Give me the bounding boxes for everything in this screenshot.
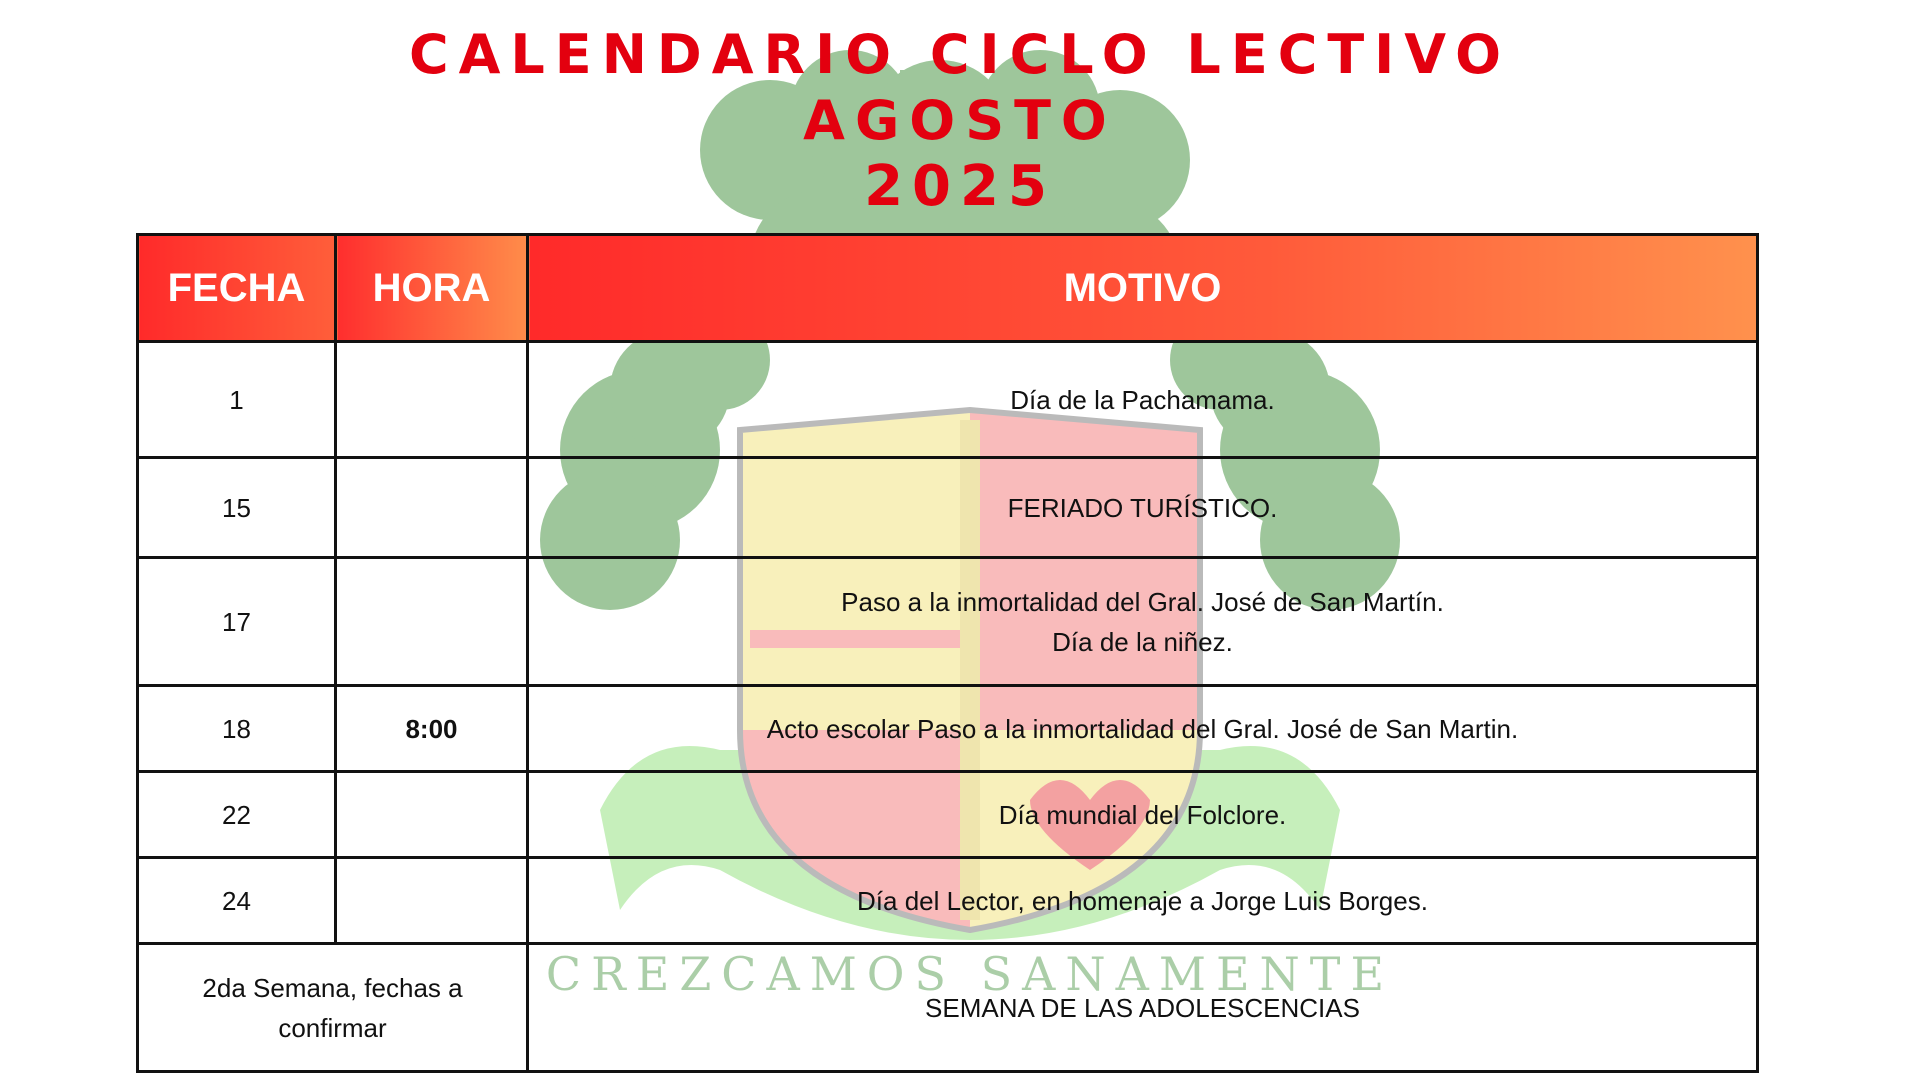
calendar-table bbox=[136, 233, 1759, 1073]
motivo-line: Día de la Pachamama. bbox=[1010, 384, 1275, 415]
title-line-3: 2025 bbox=[864, 154, 1056, 219]
header-fecha: FECHA bbox=[138, 235, 336, 342]
cell-hora bbox=[336, 558, 528, 686]
cell-fecha: 17 bbox=[138, 558, 336, 686]
table-row bbox=[138, 558, 1758, 686]
table-row bbox=[138, 772, 1758, 858]
header-motivo: MOTIVO bbox=[528, 235, 1758, 342]
title-line-1: CALENDARIO CICLO LECTIVO bbox=[408, 23, 1512, 86]
table-row bbox=[138, 342, 1758, 458]
cell-fecha: 18 bbox=[138, 686, 336, 772]
motivo-line: Acto escolar Paso a la inmortalidad del Gral. José de San Martin. bbox=[766, 713, 1519, 744]
cell-motivo bbox=[528, 558, 1758, 686]
page-title bbox=[0, 22, 1920, 220]
cell-hora bbox=[336, 772, 528, 858]
table-row bbox=[138, 858, 1758, 944]
cell-fecha: 15 bbox=[138, 458, 336, 558]
motivo-line: Paso a la inmortalidad del Gral. José de San Martín. bbox=[841, 586, 1444, 617]
crest-motto: CREZCAMOS SANAMENTE bbox=[545, 947, 1395, 1001]
cell-fecha-span: 2da Semana, fechas a confirmar bbox=[138, 944, 528, 1072]
cell-motivo bbox=[528, 686, 1758, 772]
header-hora: HORA bbox=[336, 235, 528, 342]
cell-fecha: 1 bbox=[138, 342, 336, 458]
cell-hora bbox=[336, 458, 528, 558]
cell-motivo bbox=[528, 458, 1758, 558]
cell-hora: 8:00 bbox=[336, 686, 528, 772]
cell-hora bbox=[336, 858, 528, 944]
motivo-line: Día mundial del Folclore. bbox=[998, 799, 1287, 830]
motivo-line: Día del Lector, en homenaje a Jorge Luis Borges. bbox=[857, 885, 1428, 916]
cell-motivo: SEMANA DE LAS ADOLESCENCIAS bbox=[528, 944, 1758, 1072]
motivo-line: FERIADO TURÍSTICO. bbox=[1007, 492, 1278, 523]
table-row bbox=[138, 944, 1758, 1072]
title-line-2: AGOSTO bbox=[803, 89, 1117, 152]
cell-fecha: 24 bbox=[138, 858, 336, 944]
table-row bbox=[138, 686, 1758, 772]
cell-motivo bbox=[528, 858, 1758, 944]
table-header-row bbox=[138, 235, 1758, 342]
cell-motivo bbox=[528, 772, 1758, 858]
cell-motivo bbox=[528, 342, 1758, 458]
cell-fecha: 22 bbox=[138, 772, 336, 858]
motivo-line: Día de la niñez. bbox=[1052, 626, 1233, 657]
table-row bbox=[138, 458, 1758, 558]
cell-hora bbox=[336, 342, 528, 458]
